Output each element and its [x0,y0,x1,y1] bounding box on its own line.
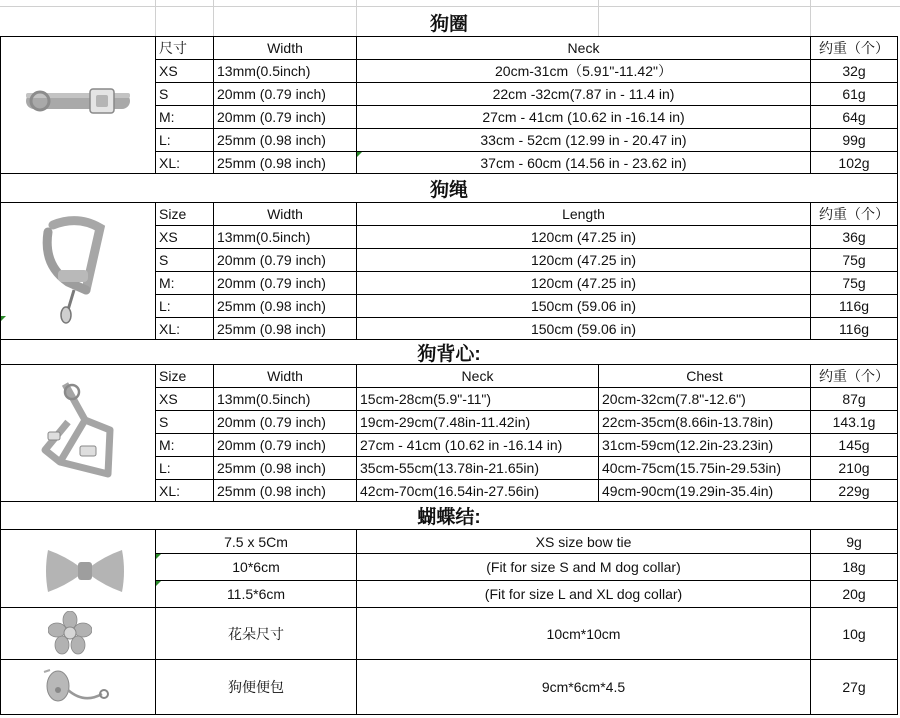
collar-header-size: 尺寸 [159,40,187,56]
flower-weight: 10g [842,625,866,642]
harness-weight: 145g [838,437,870,453]
harness-size: S [159,414,169,430]
harness-neck: 42cm-70cm(16.54in-27.56in) [360,482,539,499]
leash-size: XL: [159,320,181,337]
harness-chest: 20cm-32cm(7.8"-12.6") [602,391,746,407]
leash-weight: 116g [838,298,870,314]
leash-width: 13mm(0.5inch) [217,229,311,245]
poop-bag-icon [36,664,116,710]
collar-neck: 20cm-31cm（5.91"-11.42"） [495,63,672,79]
harness-weight: 229g [838,482,870,499]
leash-length: 150cm (59.06 in) [530,298,637,314]
leash-width: 20mm (0.79 inch) [217,275,326,291]
harness-header-chest: Chest [686,368,723,384]
bag-size: 9cm*6cm*4.5 [541,679,626,695]
leash-header-weight: 约重（个） [819,206,889,222]
harness-width: 20mm (0.79 inch) [217,437,326,453]
harness-neck: 27cm - 41cm (10.62 in -16.14 in) [360,437,563,453]
collar-size: XL: [159,154,181,171]
collar-icon [18,65,138,135]
flower-icon [48,611,92,655]
bag-label: 狗便便包 [228,679,284,695]
harness-width: 13mm(0.5inch) [217,391,311,407]
bowtie-icon [40,540,130,602]
bowtie-fit: (Fit for size L and XL dog collar) [484,586,683,602]
harness-icon [30,372,130,492]
leash-length: 120cm (47.25 in) [530,229,637,245]
harness-header-size: Size [159,368,187,384]
harness-neck: 15cm-28cm(5.9"-11") [360,391,492,407]
harness-width: 20mm (0.79 inch) [217,414,326,430]
collar-header-weight: 约重（个） [819,40,889,56]
collar-weight: 32g [842,63,866,79]
harness-chest: 22cm-35cm(8.66in-13.78in) [602,414,774,430]
harness-width: 25mm (0.98 inch) [217,460,326,476]
collar-weight: 99g [842,132,866,148]
harness-chest: 40cm-75cm(15.75in-29.53in) [602,460,781,476]
harness-weight: 87g [842,391,866,407]
collar-size: M: [159,109,175,125]
harness-header-weight: 约重（个） [819,368,889,384]
bowtie-size: 7.5 x 5Cm [224,533,288,550]
leash-section-title: 狗绳 [429,179,468,201]
bowtie-size: 11.5*6cm [226,586,286,602]
collar-header-width: Width [267,40,303,56]
leash-weight: 75g [842,252,866,268]
bowtie-fit: XS size bow tie [535,533,632,550]
collar-width: 20mm (0.79 inch) [217,109,326,125]
harness-header-neck: Neck [461,368,494,384]
leash-icon [28,210,128,328]
bowtie-section-title: 蝴蝶结: [417,507,481,528]
collar-width: 20mm (0.79 inch) [217,86,326,102]
harness-section-title: 狗背心: [417,343,481,364]
harness-weight: 210g [838,460,870,476]
harness-chest: 31cm-59cm(12.2in-23.23in) [602,437,774,453]
collar-size: S [159,86,169,102]
leash-size: S [159,252,169,268]
leash-width: 25mm (0.98 inch) [217,320,326,337]
leash-width: 20mm (0.79 inch) [217,252,326,268]
harness-neck: 35cm-55cm(13.78in-21.65in) [360,460,539,476]
leash-length: 120cm (47.25 in) [530,275,637,291]
leash-length: 120cm (47.25 in) [530,252,637,268]
leash-header-width: Width [267,206,303,222]
bowtie-weight: 9g [846,533,862,550]
flower-size: 10cm*10cm [546,625,621,642]
harness-chest: 49cm-90cm(19.29in-35.4in) [602,482,774,499]
leash-header-size: Size [159,206,187,222]
collar-weight: 102g [838,154,870,171]
collar-size: L: [159,132,171,148]
leash-weight: 116g [838,320,870,337]
leash-weight: 36g [842,229,866,245]
bowtie-weight: 20g [842,586,866,602]
bag-weight: 27g [842,679,866,695]
collar-width: 25mm (0.98 inch) [217,132,326,148]
leash-size: XS [159,229,178,245]
leash-length: 150cm (59.06 in) [530,320,637,337]
collar-neck: 22cm -32cm(7.87 in - 11.4 in) [492,86,675,102]
harness-size: M: [159,437,175,453]
flower-label: 花朵尺寸 [228,625,284,642]
bowtie-fit: (Fit for size S and M dog collar) [486,559,681,575]
harness-size: L: [159,460,171,476]
collar-neck: 27cm - 41cm (10.62 in -16.14 in) [482,109,685,125]
collar-header-neck: Neck [567,40,600,56]
harness-width: 25mm (0.98 inch) [217,482,326,499]
collar-neck: 37cm - 60cm (14.56 in - 23.62 in) [480,154,687,171]
collar-neck: 33cm - 52cm (12.99 in - 20.47 in) [480,132,687,148]
harness-size: XS [159,391,178,407]
collar-weight: 61g [842,86,866,102]
collar-weight: 64g [842,109,866,125]
collar-section-title: 狗圈 [429,13,468,35]
leash-size: L: [159,298,171,314]
bowtie-size: 10*6cm [232,559,280,575]
leash-size: M: [159,275,175,291]
collar-width: 13mm(0.5inch) [217,63,311,79]
leash-header-length: Length [562,206,605,222]
collar-width: 25mm (0.98 inch) [217,154,326,171]
harness-neck: 19cm-29cm(7.48in-11.42in) [360,414,531,430]
collar-size: XS [159,63,178,79]
harness-weight: 143.1g [832,414,876,430]
bowtie-weight: 18g [842,559,866,575]
leash-width: 25mm (0.98 inch) [217,298,326,314]
harness-size: XL: [159,482,181,499]
leash-weight: 75g [842,275,866,291]
harness-header-width: Width [267,368,303,384]
